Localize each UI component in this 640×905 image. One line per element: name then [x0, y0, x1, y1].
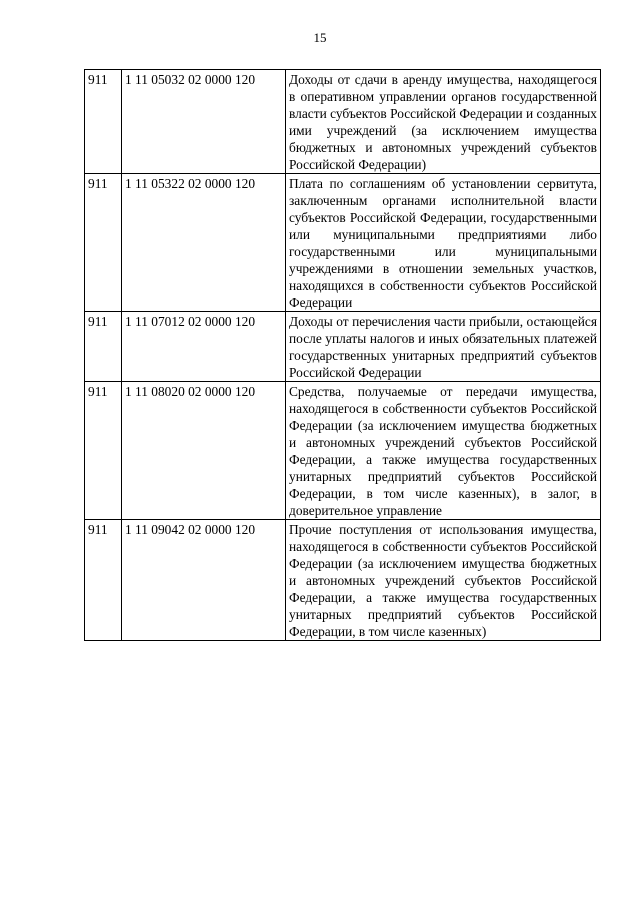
table-row: [85, 174, 601, 312]
description-cell: Плата по соглашениям об установлении сервитута, заключенным органами исполнительной власти субъектов Российской Федерации, государственными или муниципальными предприятиями либо государственными или муниципальными учреждениями в отношении земельных участков, находящихся в собственности субъектов Российской Федерации: [286, 174, 601, 312]
table-row: [85, 382, 601, 520]
table-row: [85, 312, 601, 382]
description-cell: Доходы от перечисления части прибыли, остающейся после уплаты налогов и иных обязательных платежей государственных унитарных предприятий субъектов Российской Федерации: [286, 312, 601, 382]
admin-code-cell: 911: [85, 312, 122, 382]
admin-code-cell: 911: [85, 382, 122, 520]
revenue-code-cell: 1 11 09042 02 0000 120: [122, 520, 286, 641]
revenue-code-cell: 1 11 05032 02 0000 120: [122, 70, 286, 174]
admin-code-cell: 911: [85, 520, 122, 641]
admin-code-cell: 911: [85, 174, 122, 312]
description-cell: Средства, получаемые от передачи имущества, находящегося в собственности субъектов Российской Федерации (за исключением имущества бюджетных и автономных учреждений субъектов Российской Федерации, а также имущества государственных унитарных предприятий субъектов Российской Федерации, в том числе казенных), в залог, в доверительное управление: [286, 382, 601, 520]
revenue-codes-table: [84, 69, 601, 641]
page-number: 15: [313, 30, 327, 45]
table-row: [85, 520, 601, 641]
revenue-code-cell: 1 11 05322 02 0000 120: [122, 174, 286, 312]
revenue-code-cell: 1 11 07012 02 0000 120: [122, 312, 286, 382]
table-row: [85, 70, 601, 174]
description-cell: Прочие поступления от использования имущества, находящегося в собственности субъектов Российской Федерации (за исключением имущества бюджетных и автономных учреждений субъектов Российской Федерации, а также имущества государственных унитарных предприятий субъектов Российской Федерации, в том числе казенных): [286, 520, 601, 641]
description-cell: Доходы от сдачи в аренду имущества, находящегося в оперативном управлении органов государственной власти субъектов Российской Федерации и созданных ими учреждений (за исключением имущества бюджетных и автономных учреждений субъектов Российской Федерации): [286, 70, 601, 174]
revenue-code-cell: 1 11 08020 02 0000 120: [122, 382, 286, 520]
admin-code-cell: 911: [85, 70, 122, 174]
